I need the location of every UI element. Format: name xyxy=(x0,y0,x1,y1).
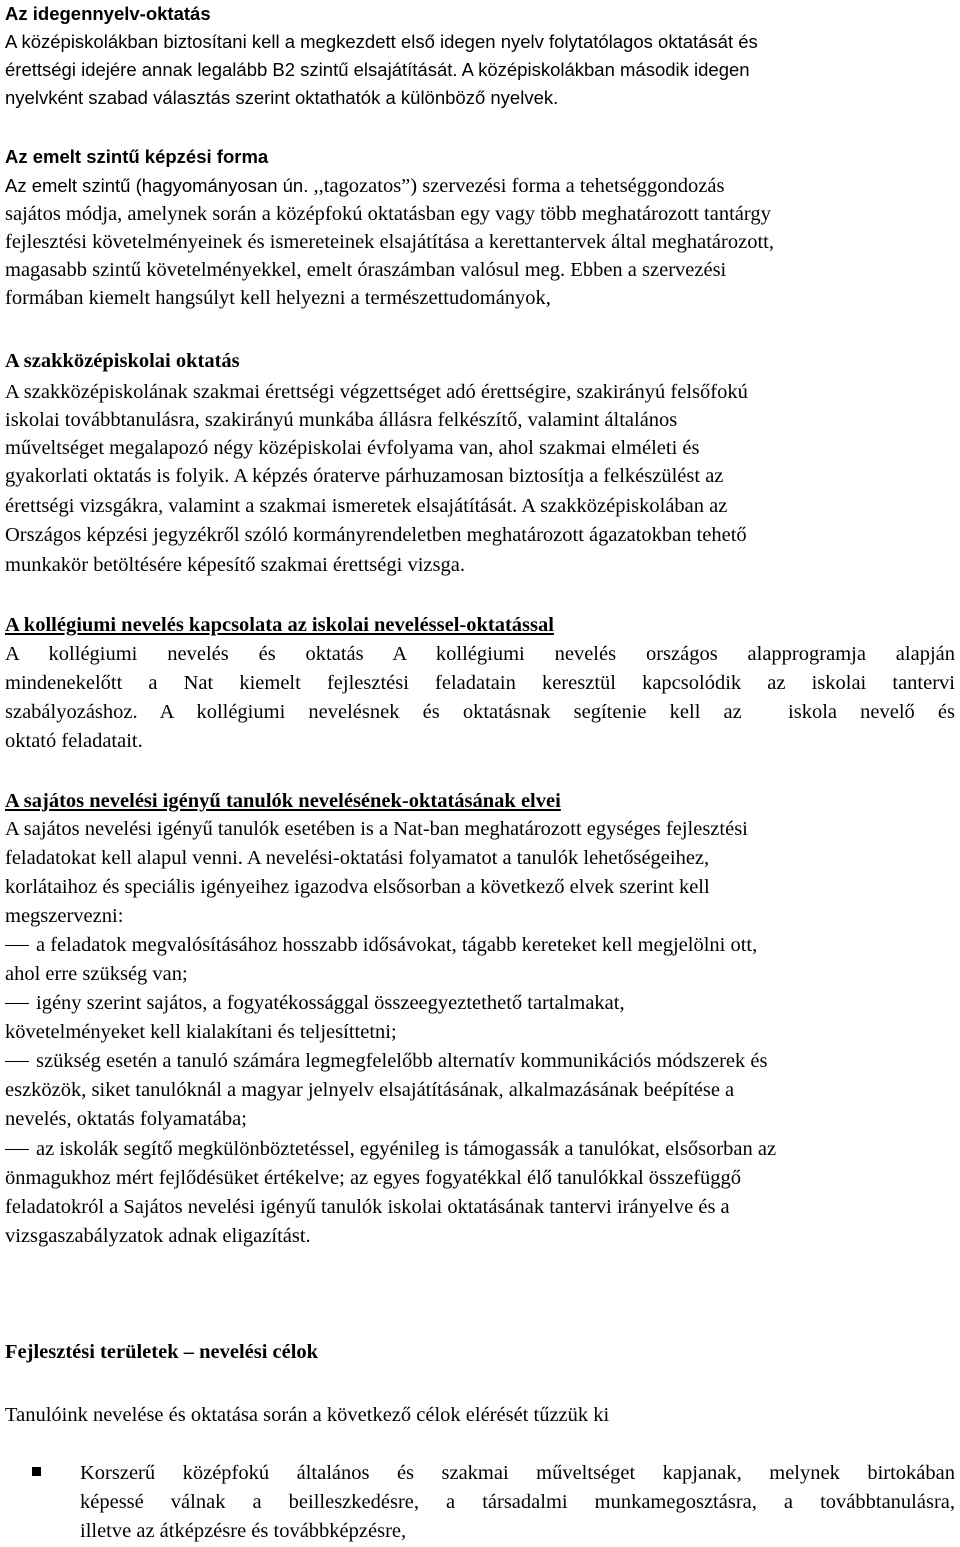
text-span: az iskolák segítő megkülönböztetéssel, egyénileg is támogassák a tanulókat, elsősorban az xyxy=(36,1138,777,1160)
paragraph-line: eszközök, siket tanulóknál a magyar jelnyelv elsajátításának, alkalmazásának beépítése a xyxy=(5,1079,735,1101)
dash-marker xyxy=(5,1003,29,1004)
bullet-line: Korszerű középfokú általános és szakmai műveltséget kapjanak, melynek birtokában xyxy=(80,1462,955,1484)
paragraph-line: önmagukhoz mért fejlődésüket értékelve; az egyes fogyatékkal élő tanulókkal összefüggő xyxy=(5,1167,742,1189)
paragraph-line: formában kiemelt hangsúlyt kell helyezni a természettudományok, xyxy=(5,287,551,309)
paragraph-line: sajátos módja, amelynek során a középfokú oktatásban egy vagy több meghatározott tantárgy xyxy=(5,203,771,225)
paragraph-line: A sajátos nevelési igényű tanulók esetében is a Nat-ban meghatározott egységes fejlesztési xyxy=(5,818,748,840)
text-span: Az emelt szintű (hagyományosan ún. xyxy=(5,175,314,196)
text-span: szükség esetén a tanuló számára legmegfelelőbb alternatív kommunikációs módszerek és xyxy=(36,1050,768,1072)
dash-marker xyxy=(5,1061,29,1062)
paragraph-line: megszervezni: xyxy=(5,905,124,927)
text-span: igény szerint sajátos, a fogyatékossággal összeegyeztethető tartalmakat, xyxy=(36,992,625,1014)
paragraph-line: szabályozáshoz. A kollégiumi nevelésnek és oktatásnak segítenie kell az iskola nevelő és xyxy=(5,701,955,723)
paragraph-line: feladatokról a Sajátos nevelési igényű tanulók iskolai oktatásának tantervi irányelve és a xyxy=(5,1196,730,1218)
heading-dormitory-education: A kollégiumi nevelés kapcsolata az iskolai neveléssel-oktatással xyxy=(5,614,554,636)
text-span: ,,tagozatos”) szervezési forma a tehetséggondozás xyxy=(313,175,725,197)
paragraph-line xyxy=(5,172,724,200)
paragraph-line: követelményeket kell kialakítani és teljesíttetni; xyxy=(5,1021,397,1043)
dash-marker xyxy=(5,945,29,946)
paragraph-line: érettségi idejére annak legalább B2 szintű elsajátítását. A középiskolákban második idegen xyxy=(5,59,750,80)
paragraph-line: A kollégiumi nevelés és oktatás A kollégiumi nevelés országos alapprogramja alapján xyxy=(5,643,955,665)
paragraph-line: korlátaihoz és speciális igényeihez igazodva elsősorban a következő elvek szerint kell xyxy=(5,876,710,898)
intro-line: Tanulóink nevelése és oktatása során a következő célok elérését tűzzük ki xyxy=(5,1404,610,1426)
text-span: magasabb szintű követelményekkel, emelt óraszámban valósul meg. xyxy=(5,259,571,281)
heading-development-areas: Fejlesztési területek – nevelési célok xyxy=(5,1341,319,1363)
text-span: Ebben a szervezési xyxy=(570,259,727,281)
paragraph-line: munkakör betöltésére képesítő szakmai érettségi vizsga. xyxy=(5,554,465,576)
paragraph-line: mindenekelőtt a Nat kiemelt fejlesztési feladatain keresztül kapcsolódik az iskolai tantervi xyxy=(5,672,955,694)
paragraph-line: ahol erre szükség van; xyxy=(5,963,188,985)
dash-marker xyxy=(5,1149,29,1150)
dash-list-item xyxy=(5,931,757,959)
paragraph-line: iskolai továbbtanulásra, szakirányú munkába állásra felkészítő, valamint általános xyxy=(5,409,678,431)
paragraph-line: fejlesztési követelményeinek és ismereteinek elsajátítása a kerettantervek által meghatározott, xyxy=(5,231,774,253)
dash-list-item xyxy=(5,989,625,1017)
paragraph-line: nevelés, oktatás folyamatába; xyxy=(5,1108,247,1130)
paragraph-line: feladatokat kell alapul venni. A nevelési-oktatási folyamatot a tanulók lehetőségeihez, xyxy=(5,847,710,869)
text-span: a feladatok megvalósításához hosszabb idősávokat, tágabb kereteket kell megjelölni ott, xyxy=(36,934,758,956)
paragraph-line xyxy=(5,256,726,284)
paragraph-line: műveltséget megalapozó négy középiskolai évfolyama van, ahol szakmai elméleti és xyxy=(5,437,700,459)
heading-vocational-school: A szakközépiskolai oktatás xyxy=(5,350,240,372)
paragraph-line: oktató feladatait. xyxy=(5,730,143,752)
paragraph-line: vizsgaszabályzatok adnak eligazítást. xyxy=(5,1225,311,1247)
paragraph-line: érettségi vizsgákra, valamint a szakmai ismeretek elsajátítását. A szakközépiskolában az xyxy=(5,495,728,517)
heading-foreign-language: Az idegennyelv-oktatás xyxy=(5,3,211,24)
paragraph-line: nyelvként szabad választás szerint oktathatók a különböző nyelvek. xyxy=(5,87,559,108)
paragraph-line: A középiskolákban biztosítani kell a megkezdett első idegen nyelv folytatólagos oktatását és xyxy=(5,31,758,52)
bullet-line: illetve az átképzésre és továbbképzésre, xyxy=(80,1520,407,1542)
square-bullet-icon xyxy=(32,1467,41,1476)
dash-list-item xyxy=(5,1047,767,1075)
paragraph-line: gyakorlati oktatás is folyik. A képzés óraterve párhuzamosan biztosítja a felkészülést az xyxy=(5,465,724,487)
paragraph-line: A szakközépiskolának szakmai érettségi végzettséget adó érettségire, szakirányú felsőfokú xyxy=(5,381,748,403)
heading-special-needs: A sajátos nevelési igényű tanulók nevelésének-oktatásának elvei xyxy=(5,790,561,812)
bullet-line: képessé válnak a beilleszkedésre, a társadalmi munkamegosztásra, a továbbtanulásra, xyxy=(80,1491,955,1513)
dash-list-item xyxy=(5,1135,776,1163)
paragraph-line: Országos képzési jegyzékről szóló kormányrendeletben meghatározott ágazatokban tehető xyxy=(5,524,747,546)
heading-advanced-level: Az emelt szintű képzési forma xyxy=(5,146,269,167)
